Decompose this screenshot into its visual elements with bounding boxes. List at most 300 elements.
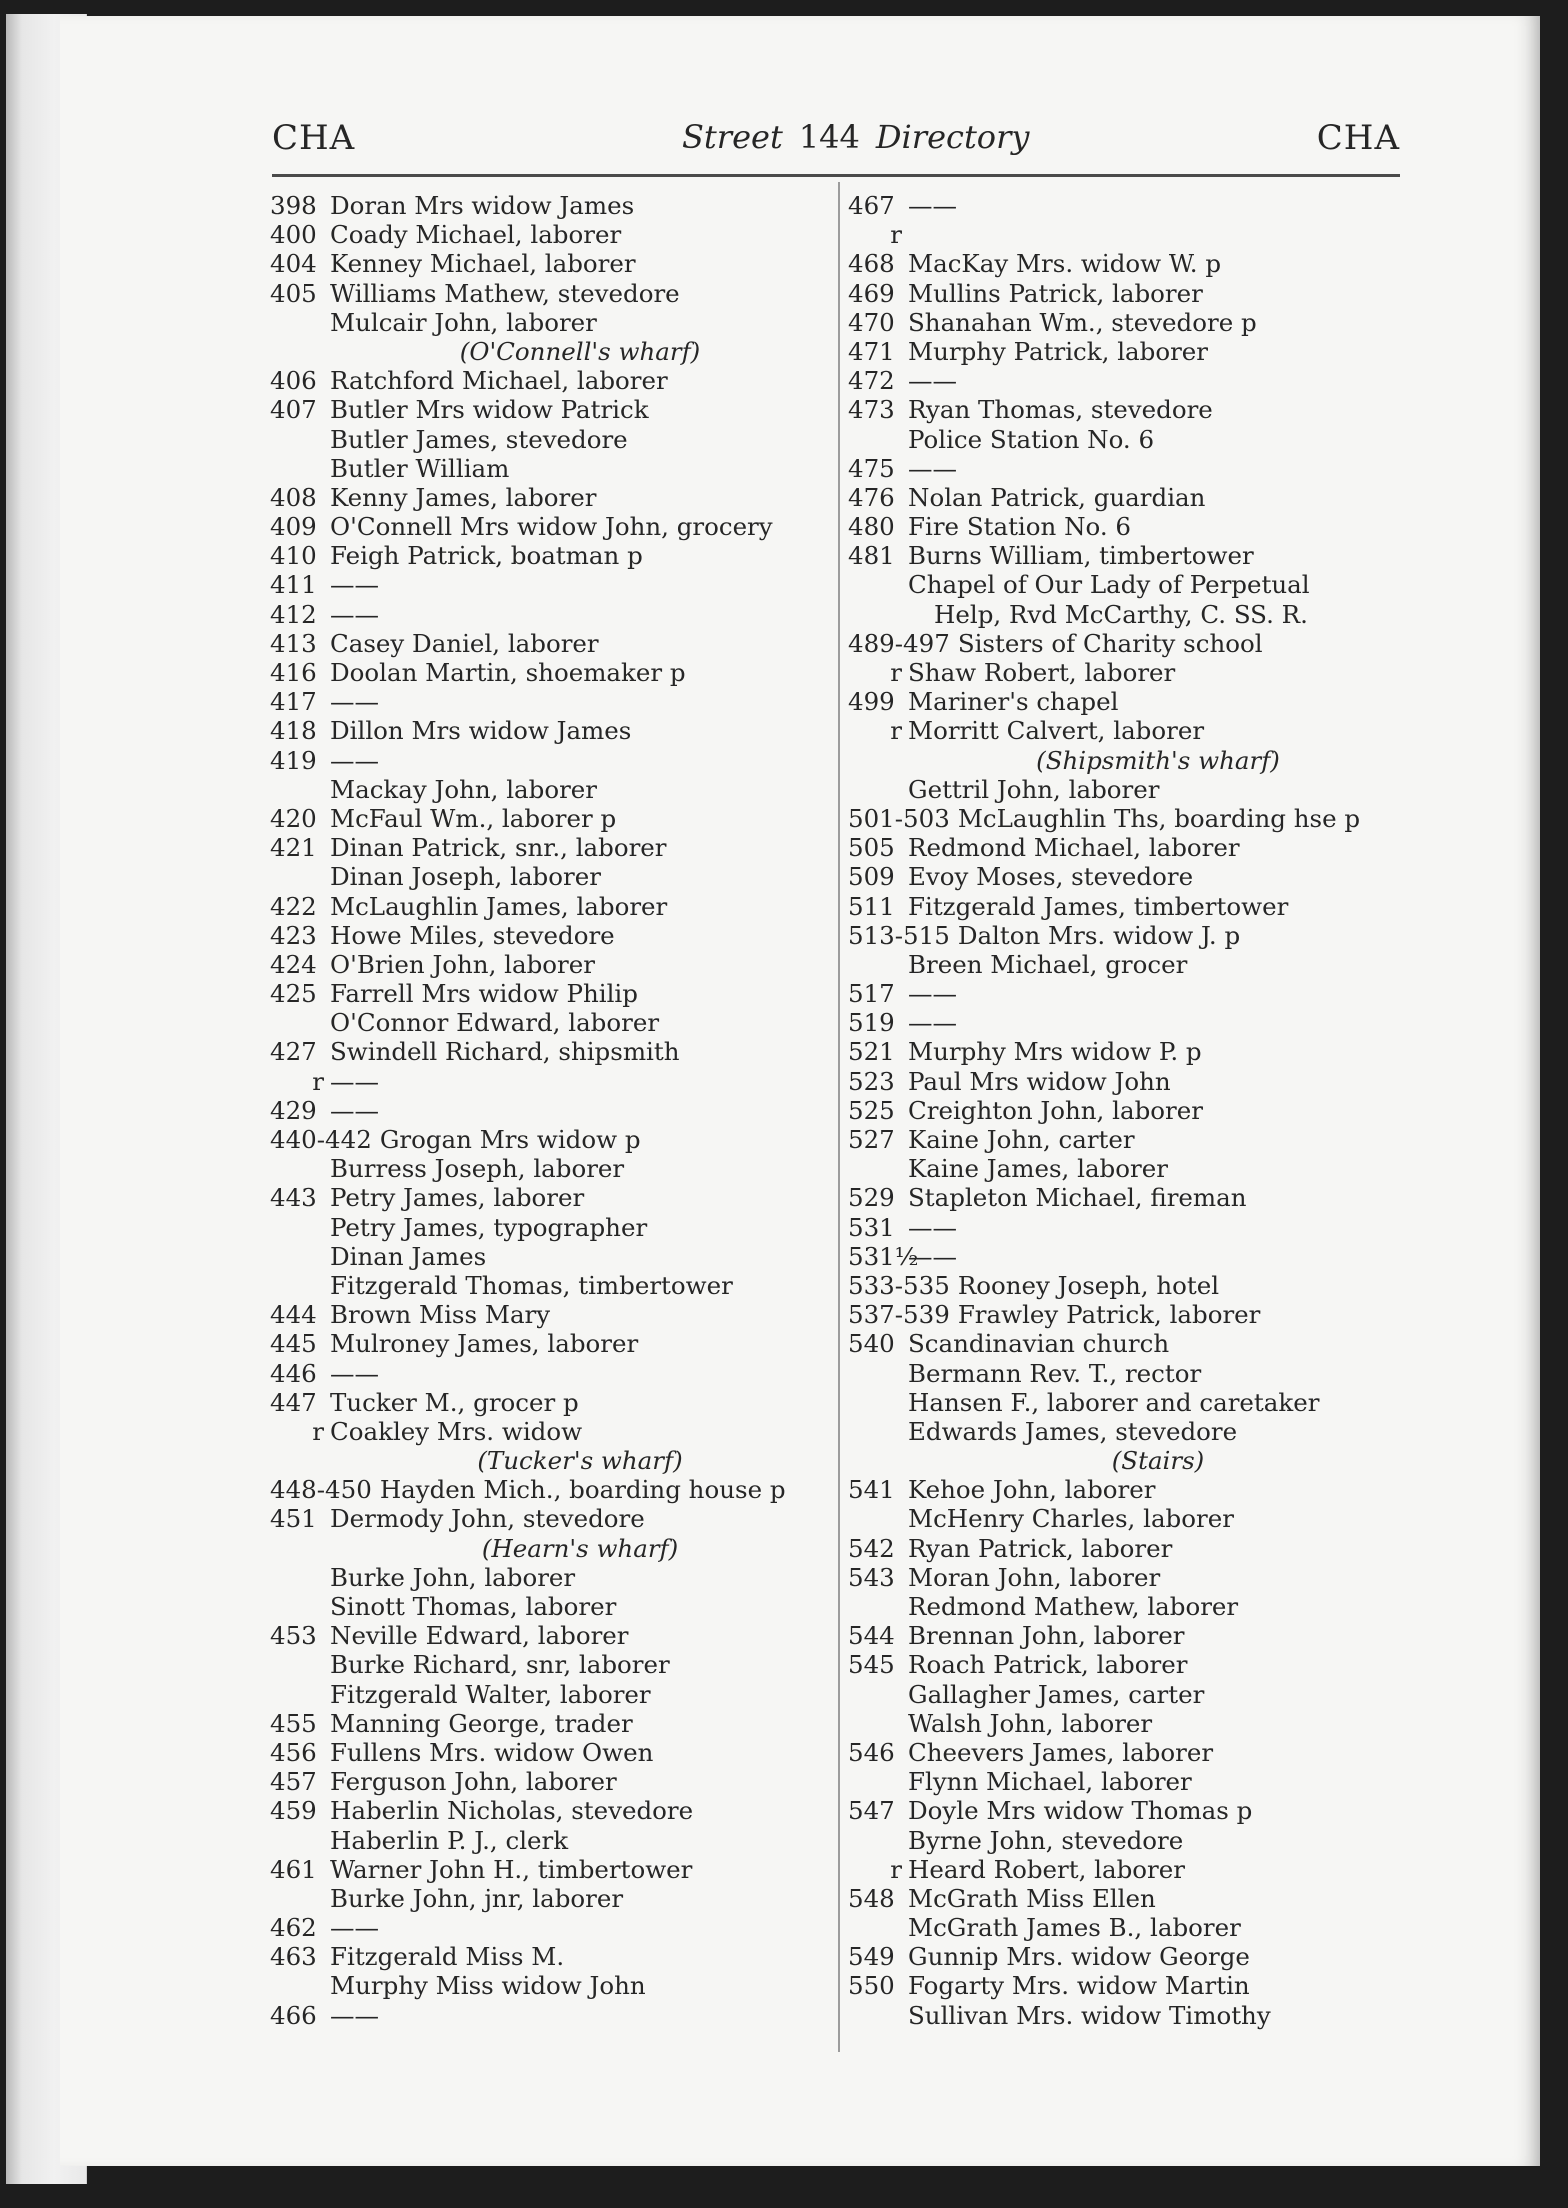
directory-entry bbox=[270, 921, 830, 950]
resident-name: Redmond Michael, laborer bbox=[908, 833, 1240, 863]
street-number: 413 bbox=[270, 628, 317, 658]
directory-entry bbox=[848, 570, 1408, 599]
resident-name: Creighton John, laborer bbox=[908, 1095, 1203, 1125]
directory-entry bbox=[848, 1855, 1408, 1884]
directory-entry bbox=[848, 249, 1408, 278]
resident-name: Evoy Moses, stevedore bbox=[908, 862, 1194, 892]
resident-name: Nolan Patrick, guardian bbox=[908, 482, 1206, 512]
directory-entry bbox=[270, 1183, 830, 1212]
resident-name: Stapleton Michael, fireman bbox=[908, 1183, 1247, 1213]
left-column-list bbox=[270, 191, 830, 2030]
directory-entry bbox=[270, 600, 830, 629]
directory-entry bbox=[270, 308, 830, 337]
street-number: 398 bbox=[270, 191, 317, 220]
directory-entry bbox=[270, 1680, 830, 1709]
directory-entry bbox=[270, 1650, 830, 1679]
street-number: 429 bbox=[270, 1095, 317, 1125]
directory-entry bbox=[270, 454, 830, 483]
directory-entry bbox=[848, 2001, 1408, 2030]
resident-name: Shanahan Wm., stevedore p bbox=[908, 307, 1257, 337]
street-number: 546 bbox=[848, 1737, 895, 1767]
resident-name: Burke Richard, snr, laborer bbox=[330, 1650, 670, 1680]
resident-name: Dalton Mrs. widow J. p bbox=[957, 920, 1241, 950]
resident-name: —— bbox=[908, 1212, 957, 1242]
column-divider bbox=[838, 182, 840, 2052]
directory-entry bbox=[848, 1650, 1408, 1679]
directory-entry bbox=[848, 337, 1408, 366]
directory-entry bbox=[848, 1475, 1408, 1504]
directory-entry bbox=[270, 1125, 830, 1154]
directory-entry bbox=[848, 1942, 1408, 1971]
street-number: 407 bbox=[270, 395, 317, 425]
street-number: 444 bbox=[270, 1300, 317, 1330]
directory-entry bbox=[270, 395, 830, 424]
directory-entry bbox=[270, 1971, 830, 2000]
directory-entry bbox=[270, 716, 830, 745]
directory-entry bbox=[848, 862, 1408, 891]
directory-entry bbox=[848, 600, 1408, 629]
directory-entry bbox=[848, 1913, 1408, 1942]
wharf-note: (O'Connell's wharf) bbox=[459, 336, 701, 366]
resident-name: Doyle Mrs widow Thomas p bbox=[908, 1796, 1253, 1826]
street-number: 440-442 bbox=[270, 1125, 372, 1154]
street-number: 519 bbox=[848, 1008, 895, 1038]
street-number: 531½ bbox=[848, 1241, 919, 1271]
resident-name: Doolan Martin, shoemaker p bbox=[330, 658, 686, 687]
directory-entry bbox=[848, 1884, 1408, 1913]
resident-name: Kehoe John, laborer bbox=[908, 1475, 1156, 1505]
directory-entry bbox=[270, 1388, 830, 1417]
resident-name: Police Station No. 6 bbox=[908, 424, 1155, 454]
resident-name: Coady Michael, laborer bbox=[330, 220, 622, 250]
header-street-label: Street bbox=[682, 118, 783, 156]
directory-entry bbox=[848, 1271, 1408, 1300]
street-number: 417 bbox=[270, 687, 317, 717]
street-number: 456 bbox=[270, 1737, 317, 1767]
directory-entry bbox=[270, 979, 830, 1008]
resident-name: —— bbox=[908, 366, 957, 396]
street-number: 419 bbox=[270, 745, 317, 775]
resident-name: —— bbox=[330, 1913, 379, 1943]
resident-name: Shaw Robert, laborer bbox=[908, 658, 1176, 687]
directory-entry bbox=[848, 1796, 1408, 1825]
street-number: 527 bbox=[848, 1125, 895, 1154]
resident-name: McLaughlin James, laborer bbox=[330, 891, 668, 921]
directory-entry bbox=[270, 1942, 830, 1971]
resident-name: —— bbox=[908, 453, 957, 483]
street-number: 424 bbox=[270, 949, 317, 979]
street-number: 455 bbox=[270, 1708, 317, 1738]
resident-name: Mulroney James, laborer bbox=[330, 1329, 639, 1359]
directory-entry bbox=[848, 1154, 1408, 1183]
directory-entry bbox=[270, 1534, 830, 1563]
directory-entry bbox=[848, 1738, 1408, 1767]
directory-entry bbox=[270, 1592, 830, 1621]
street-number: 513-515 bbox=[848, 920, 950, 950]
street-number: 404 bbox=[270, 249, 317, 279]
header-left-abbrev: CHA bbox=[272, 118, 356, 158]
resident-name: Fire Station No. 6 bbox=[908, 512, 1131, 542]
resident-name: Morritt Calvert, laborer bbox=[908, 716, 1205, 746]
street-number: 531 bbox=[848, 1212, 895, 1242]
directory-entry bbox=[270, 1271, 830, 1300]
resident-name: —— bbox=[330, 687, 379, 717]
resident-name: Dillon Mrs widow James bbox=[330, 716, 632, 746]
street-number: 472 bbox=[848, 366, 895, 396]
street-number: r bbox=[890, 1854, 902, 1884]
directory-entry bbox=[270, 249, 830, 278]
street-number: 541 bbox=[848, 1475, 895, 1505]
directory-entry bbox=[270, 1884, 830, 1913]
directory-entry bbox=[848, 658, 1408, 687]
directory-entry bbox=[848, 1621, 1408, 1650]
directory-entry bbox=[848, 1709, 1408, 1738]
directory-entry bbox=[848, 541, 1408, 570]
street-number: 473 bbox=[848, 395, 895, 425]
resident-name: Dermody John, stevedore bbox=[330, 1504, 645, 1534]
directory-entry bbox=[270, 366, 830, 395]
street-number: 400 bbox=[270, 220, 317, 250]
street-number: 480 bbox=[848, 512, 895, 542]
resident-name: Burress Joseph, laborer bbox=[330, 1154, 625, 1184]
street-number: r bbox=[890, 220, 902, 250]
resident-name: Manning George, trader bbox=[330, 1708, 633, 1738]
street-number: 443 bbox=[270, 1183, 317, 1213]
resident-name: Fitzgerald Thomas, timbertower bbox=[330, 1270, 733, 1300]
street-number: 463 bbox=[270, 1942, 317, 1972]
street-number: 470 bbox=[848, 307, 895, 337]
resident-name: Neville Edward, laborer bbox=[330, 1621, 629, 1651]
directory-entry bbox=[270, 950, 830, 979]
directory-entry bbox=[848, 1213, 1408, 1242]
directory-entry bbox=[270, 1621, 830, 1650]
directory-entry bbox=[848, 950, 1408, 979]
resident-name: MacKay Mrs. widow W. p bbox=[908, 249, 1222, 279]
resident-name: Petry James, typographer bbox=[330, 1212, 648, 1242]
resident-name: Gunnip Mrs. widow George bbox=[908, 1942, 1250, 1972]
street-number: 540 bbox=[848, 1329, 895, 1359]
directory-entry bbox=[848, 1592, 1408, 1621]
directory-entry bbox=[848, 716, 1408, 745]
directory-entry bbox=[848, 1826, 1408, 1855]
resident-name: Gettril John, laborer bbox=[908, 774, 1160, 804]
directory-entry bbox=[848, 279, 1408, 308]
directory-entry bbox=[848, 395, 1408, 424]
resident-name: —— bbox=[908, 1241, 957, 1271]
directory-entry bbox=[848, 687, 1408, 716]
directory-entry bbox=[848, 1767, 1408, 1796]
street-number: 459 bbox=[270, 1796, 317, 1826]
resident-name: Butler Mrs widow Patrick bbox=[330, 395, 649, 425]
street-number: 501-503 bbox=[848, 803, 950, 833]
directory-entry bbox=[848, 1242, 1408, 1271]
street-number: 425 bbox=[270, 979, 317, 1009]
directory-entry bbox=[270, 1475, 830, 1504]
resident-name: Grogan Mrs widow p bbox=[379, 1125, 641, 1154]
resident-name: Butler William bbox=[330, 453, 510, 483]
directory-entry bbox=[270, 1913, 830, 1942]
directory-entry bbox=[848, 1417, 1408, 1446]
directory-entry bbox=[270, 833, 830, 862]
directory-entry bbox=[848, 775, 1408, 804]
directory-entry bbox=[270, 570, 830, 599]
street-number: r bbox=[312, 1416, 324, 1446]
resident-name: Fogarty Mrs. widow Martin bbox=[908, 1971, 1250, 2001]
directory-entry bbox=[848, 1388, 1408, 1417]
header-right-abbrev: CHA bbox=[1316, 118, 1400, 158]
directory-entry bbox=[848, 1037, 1408, 1066]
street-number: 410 bbox=[270, 541, 317, 571]
street-number: 489-497 bbox=[848, 628, 950, 658]
resident-name: Fullens Mrs. widow Owen bbox=[330, 1737, 654, 1767]
wharf-note: (Shipsmith's wharf) bbox=[1036, 745, 1280, 775]
resident-name: Sullivan Mrs. widow Timothy bbox=[908, 2000, 1271, 2030]
resident-name: McLaughlin Ths, boarding hse p bbox=[957, 803, 1361, 833]
directory-entry bbox=[848, 1183, 1408, 1212]
resident-name: Moran John, laborer bbox=[908, 1562, 1161, 1592]
directory-entry bbox=[270, 1855, 830, 1884]
directory-entry bbox=[270, 1417, 830, 1446]
resident-name: —— bbox=[908, 979, 957, 1009]
resident-name: —— bbox=[908, 191, 957, 220]
directory-entry bbox=[270, 425, 830, 454]
street-number: 533-535 bbox=[848, 1270, 950, 1300]
street-number: 411 bbox=[270, 570, 317, 600]
resident-name: McGrath James B., laborer bbox=[908, 1913, 1241, 1943]
resident-name: Frawley Patrick, laborer bbox=[957, 1300, 1261, 1330]
directory-entry bbox=[848, 1534, 1408, 1563]
resident-name: Kenny James, laborer bbox=[330, 482, 597, 512]
directory-entry bbox=[848, 1096, 1408, 1125]
street-number: 481 bbox=[848, 541, 895, 571]
resident-name: Feigh Patrick, boatman p bbox=[330, 541, 643, 571]
directory-entry bbox=[270, 1504, 830, 1533]
resident-name: Chapel of Our Lady of Perpetual bbox=[908, 570, 1310, 600]
resident-name: Howe Miles, stevedore bbox=[330, 920, 615, 950]
street-number: 405 bbox=[270, 278, 317, 308]
directory-entry bbox=[848, 746, 1408, 775]
resident-name: Kaine John, carter bbox=[908, 1125, 1135, 1154]
wharf-note: (Hearn's wharf) bbox=[481, 1533, 679, 1563]
resident-name: —— bbox=[908, 1008, 957, 1038]
directory-entry bbox=[270, 1359, 830, 1388]
street-number: 427 bbox=[270, 1037, 317, 1067]
resident-name: Walsh John, laborer bbox=[908, 1708, 1153, 1738]
resident-name: Hayden Mich., boarding house p bbox=[379, 1475, 786, 1505]
street-number: r bbox=[890, 658, 902, 687]
street-number: 529 bbox=[848, 1183, 895, 1213]
directory-entry bbox=[848, 366, 1408, 395]
directory-entry bbox=[270, 1037, 830, 1066]
street-number: 511 bbox=[848, 891, 895, 921]
directory-entry bbox=[270, 483, 830, 512]
resident-name: Doran Mrs widow James bbox=[330, 191, 635, 220]
resident-name: Butler James, stevedore bbox=[330, 424, 628, 454]
resident-name: Burke John, laborer bbox=[330, 1562, 576, 1592]
street-number: 544 bbox=[848, 1621, 895, 1651]
wharf-note: (Tucker's wharf) bbox=[477, 1446, 683, 1476]
directory-entry bbox=[848, 1067, 1408, 1096]
resident-name: O'Brien John, laborer bbox=[330, 949, 595, 979]
street-number: 406 bbox=[270, 366, 317, 396]
directory-entry bbox=[848, 1446, 1408, 1475]
resident-name: Murphy Miss widow John bbox=[330, 1971, 646, 2001]
street-number: 448-450 bbox=[270, 1475, 372, 1505]
street-number: 475 bbox=[848, 453, 895, 483]
resident-name: Mullins Patrick, laborer bbox=[908, 278, 1203, 308]
resident-name: Edwards James, stevedore bbox=[908, 1416, 1238, 1446]
header-rule bbox=[272, 174, 1400, 177]
directory-entry bbox=[270, 1329, 830, 1358]
resident-name: —— bbox=[330, 1358, 379, 1388]
directory-entry bbox=[270, 687, 830, 716]
resident-name: Ferguson John, laborer bbox=[330, 1767, 617, 1797]
resident-name: Burke John, jnr, laborer bbox=[330, 1883, 624, 1913]
directory-entry bbox=[848, 1971, 1408, 2000]
resident-name: Gallagher James, carter bbox=[908, 1679, 1205, 1709]
resident-name: Brown Miss Mary bbox=[330, 1300, 551, 1330]
street-number: 548 bbox=[848, 1883, 895, 1913]
resident-name: Ratchford Michael, laborer bbox=[330, 366, 668, 396]
street-number: 453 bbox=[270, 1621, 317, 1651]
resident-name: Paul Mrs widow John bbox=[908, 1066, 1171, 1096]
directory-entry bbox=[848, 833, 1408, 862]
resident-name: Casey Daniel, laborer bbox=[330, 628, 599, 658]
street-number: 416 bbox=[270, 658, 317, 687]
directory-entry bbox=[270, 1096, 830, 1125]
resident-name: Mariner's chapel bbox=[908, 687, 1119, 717]
resident-name: Farrell Mrs widow Philip bbox=[330, 979, 638, 1009]
street-number: 471 bbox=[848, 336, 895, 366]
street-number: 547 bbox=[848, 1796, 895, 1826]
street-number: 418 bbox=[270, 716, 317, 746]
directory-entry bbox=[848, 1008, 1408, 1037]
street-number: 537-539 bbox=[848, 1300, 950, 1330]
street-number: 499 bbox=[848, 687, 895, 717]
directory-entry bbox=[270, 191, 830, 220]
street-number: 505 bbox=[848, 833, 895, 863]
resident-name: Rooney Joseph, hotel bbox=[957, 1270, 1220, 1300]
street-number: 408 bbox=[270, 482, 317, 512]
resident-name: Williams Mathew, stevedore bbox=[330, 278, 680, 308]
street-number: 420 bbox=[270, 803, 317, 833]
directory-entry bbox=[848, 804, 1408, 833]
directory-entry bbox=[270, 658, 830, 687]
resident-name: Fitzgerald James, timbertower bbox=[908, 891, 1289, 921]
resident-name: —— bbox=[330, 2000, 379, 2030]
resident-name: Petry James, laborer bbox=[330, 1183, 585, 1213]
resident-name: Dinan Joseph, laborer bbox=[330, 862, 601, 892]
resident-name: Redmond Mathew, laborer bbox=[908, 1592, 1239, 1621]
directory-entry bbox=[848, 979, 1408, 1008]
resident-name: Swindell Richard, shipsmith bbox=[330, 1037, 680, 1067]
street-number: 461 bbox=[270, 1854, 317, 1884]
street-number: 462 bbox=[270, 1913, 317, 1943]
directory-entry bbox=[848, 483, 1408, 512]
resident-name: Roach Patrick, laborer bbox=[908, 1650, 1188, 1680]
directory-entry bbox=[270, 1767, 830, 1796]
resident-name: Ryan Thomas, stevedore bbox=[908, 395, 1213, 425]
street-number: 550 bbox=[848, 1971, 895, 2001]
directory-entry bbox=[270, 862, 830, 891]
resident-name: Kenney Michael, laborer bbox=[330, 249, 636, 279]
directory-entry bbox=[270, 1300, 830, 1329]
street-number: 468 bbox=[848, 249, 895, 279]
directory-entry bbox=[848, 892, 1408, 921]
directory-entry bbox=[270, 279, 830, 308]
resident-name: Burns William, timbertower bbox=[908, 541, 1254, 571]
street-number: 466 bbox=[270, 2000, 317, 2030]
street-number: 523 bbox=[848, 1066, 895, 1096]
directory-entry bbox=[270, 629, 830, 658]
resident-name: Scandinavian church bbox=[908, 1329, 1170, 1359]
resident-name: —— bbox=[330, 1095, 379, 1125]
resident-name: Bermann Rev. T., rector bbox=[908, 1358, 1202, 1388]
street-number: 457 bbox=[270, 1767, 317, 1797]
street-number: 549 bbox=[848, 1942, 895, 1972]
directory-entry bbox=[270, 1563, 830, 1592]
directory-entry bbox=[270, 775, 830, 804]
directory-entry bbox=[270, 220, 830, 249]
directory-entry bbox=[848, 629, 1408, 658]
resident-name: Warner John H., timbertower bbox=[330, 1854, 693, 1884]
header-center bbox=[682, 118, 1029, 156]
street-number: 476 bbox=[848, 482, 895, 512]
resident-name: McGrath Miss Ellen bbox=[908, 1883, 1156, 1913]
directory-entry bbox=[270, 804, 830, 833]
resident-name: Flynn Michael, laborer bbox=[908, 1767, 1192, 1797]
street-number: r bbox=[312, 1066, 324, 1096]
directory-entry bbox=[270, 1008, 830, 1037]
resident-name: Ryan Patrick, laborer bbox=[908, 1533, 1173, 1563]
right-column-list bbox=[848, 191, 1408, 2030]
resident-name: Tucker M., grocer p bbox=[330, 1387, 579, 1417]
resident-name: Brennan John, laborer bbox=[908, 1621, 1185, 1651]
street-number: 521 bbox=[848, 1037, 895, 1067]
resident-name: —— bbox=[330, 1066, 379, 1096]
directory-entry bbox=[848, 1680, 1408, 1709]
street-number: 469 bbox=[848, 278, 895, 308]
street-number: 421 bbox=[270, 833, 317, 863]
directory-entry bbox=[848, 1504, 1408, 1533]
street-number: 543 bbox=[848, 1562, 895, 1592]
resident-name: Kaine James, laborer bbox=[908, 1154, 1168, 1184]
directory-entry bbox=[270, 1154, 830, 1183]
directory-entry bbox=[848, 921, 1408, 950]
resident-name: Coakley Mrs. widow bbox=[330, 1416, 583, 1446]
resident-name: Help, Rvd McCarthy, C. SS. R. bbox=[934, 599, 1308, 629]
directory-entry bbox=[848, 191, 1408, 220]
resident-name: —— bbox=[330, 570, 379, 600]
resident-name: McHenry Charles, laborer bbox=[908, 1504, 1234, 1534]
resident-name: Fitzgerald Walter, laborer bbox=[330, 1679, 651, 1709]
resident-name: Dinan James bbox=[330, 1241, 487, 1271]
directory-entry bbox=[848, 1563, 1408, 1592]
resident-name: Byrne John, stevedore bbox=[908, 1825, 1184, 1855]
directory-entry bbox=[270, 2001, 830, 2030]
resident-name: Breen Michael, grocer bbox=[908, 949, 1188, 979]
resident-name: —— bbox=[330, 745, 379, 775]
street-number: 542 bbox=[848, 1533, 895, 1563]
street-number: 423 bbox=[270, 920, 317, 950]
resident-name: Mackay John, laborer bbox=[330, 774, 597, 804]
directory-entry bbox=[270, 892, 830, 921]
street-number: 525 bbox=[848, 1095, 895, 1125]
directory-entry bbox=[270, 1709, 830, 1738]
resident-name: Dinan Patrick, snr., laborer bbox=[330, 833, 667, 863]
resident-name: McFaul Wm., laborer p bbox=[330, 803, 617, 833]
resident-name: —— bbox=[330, 599, 379, 629]
